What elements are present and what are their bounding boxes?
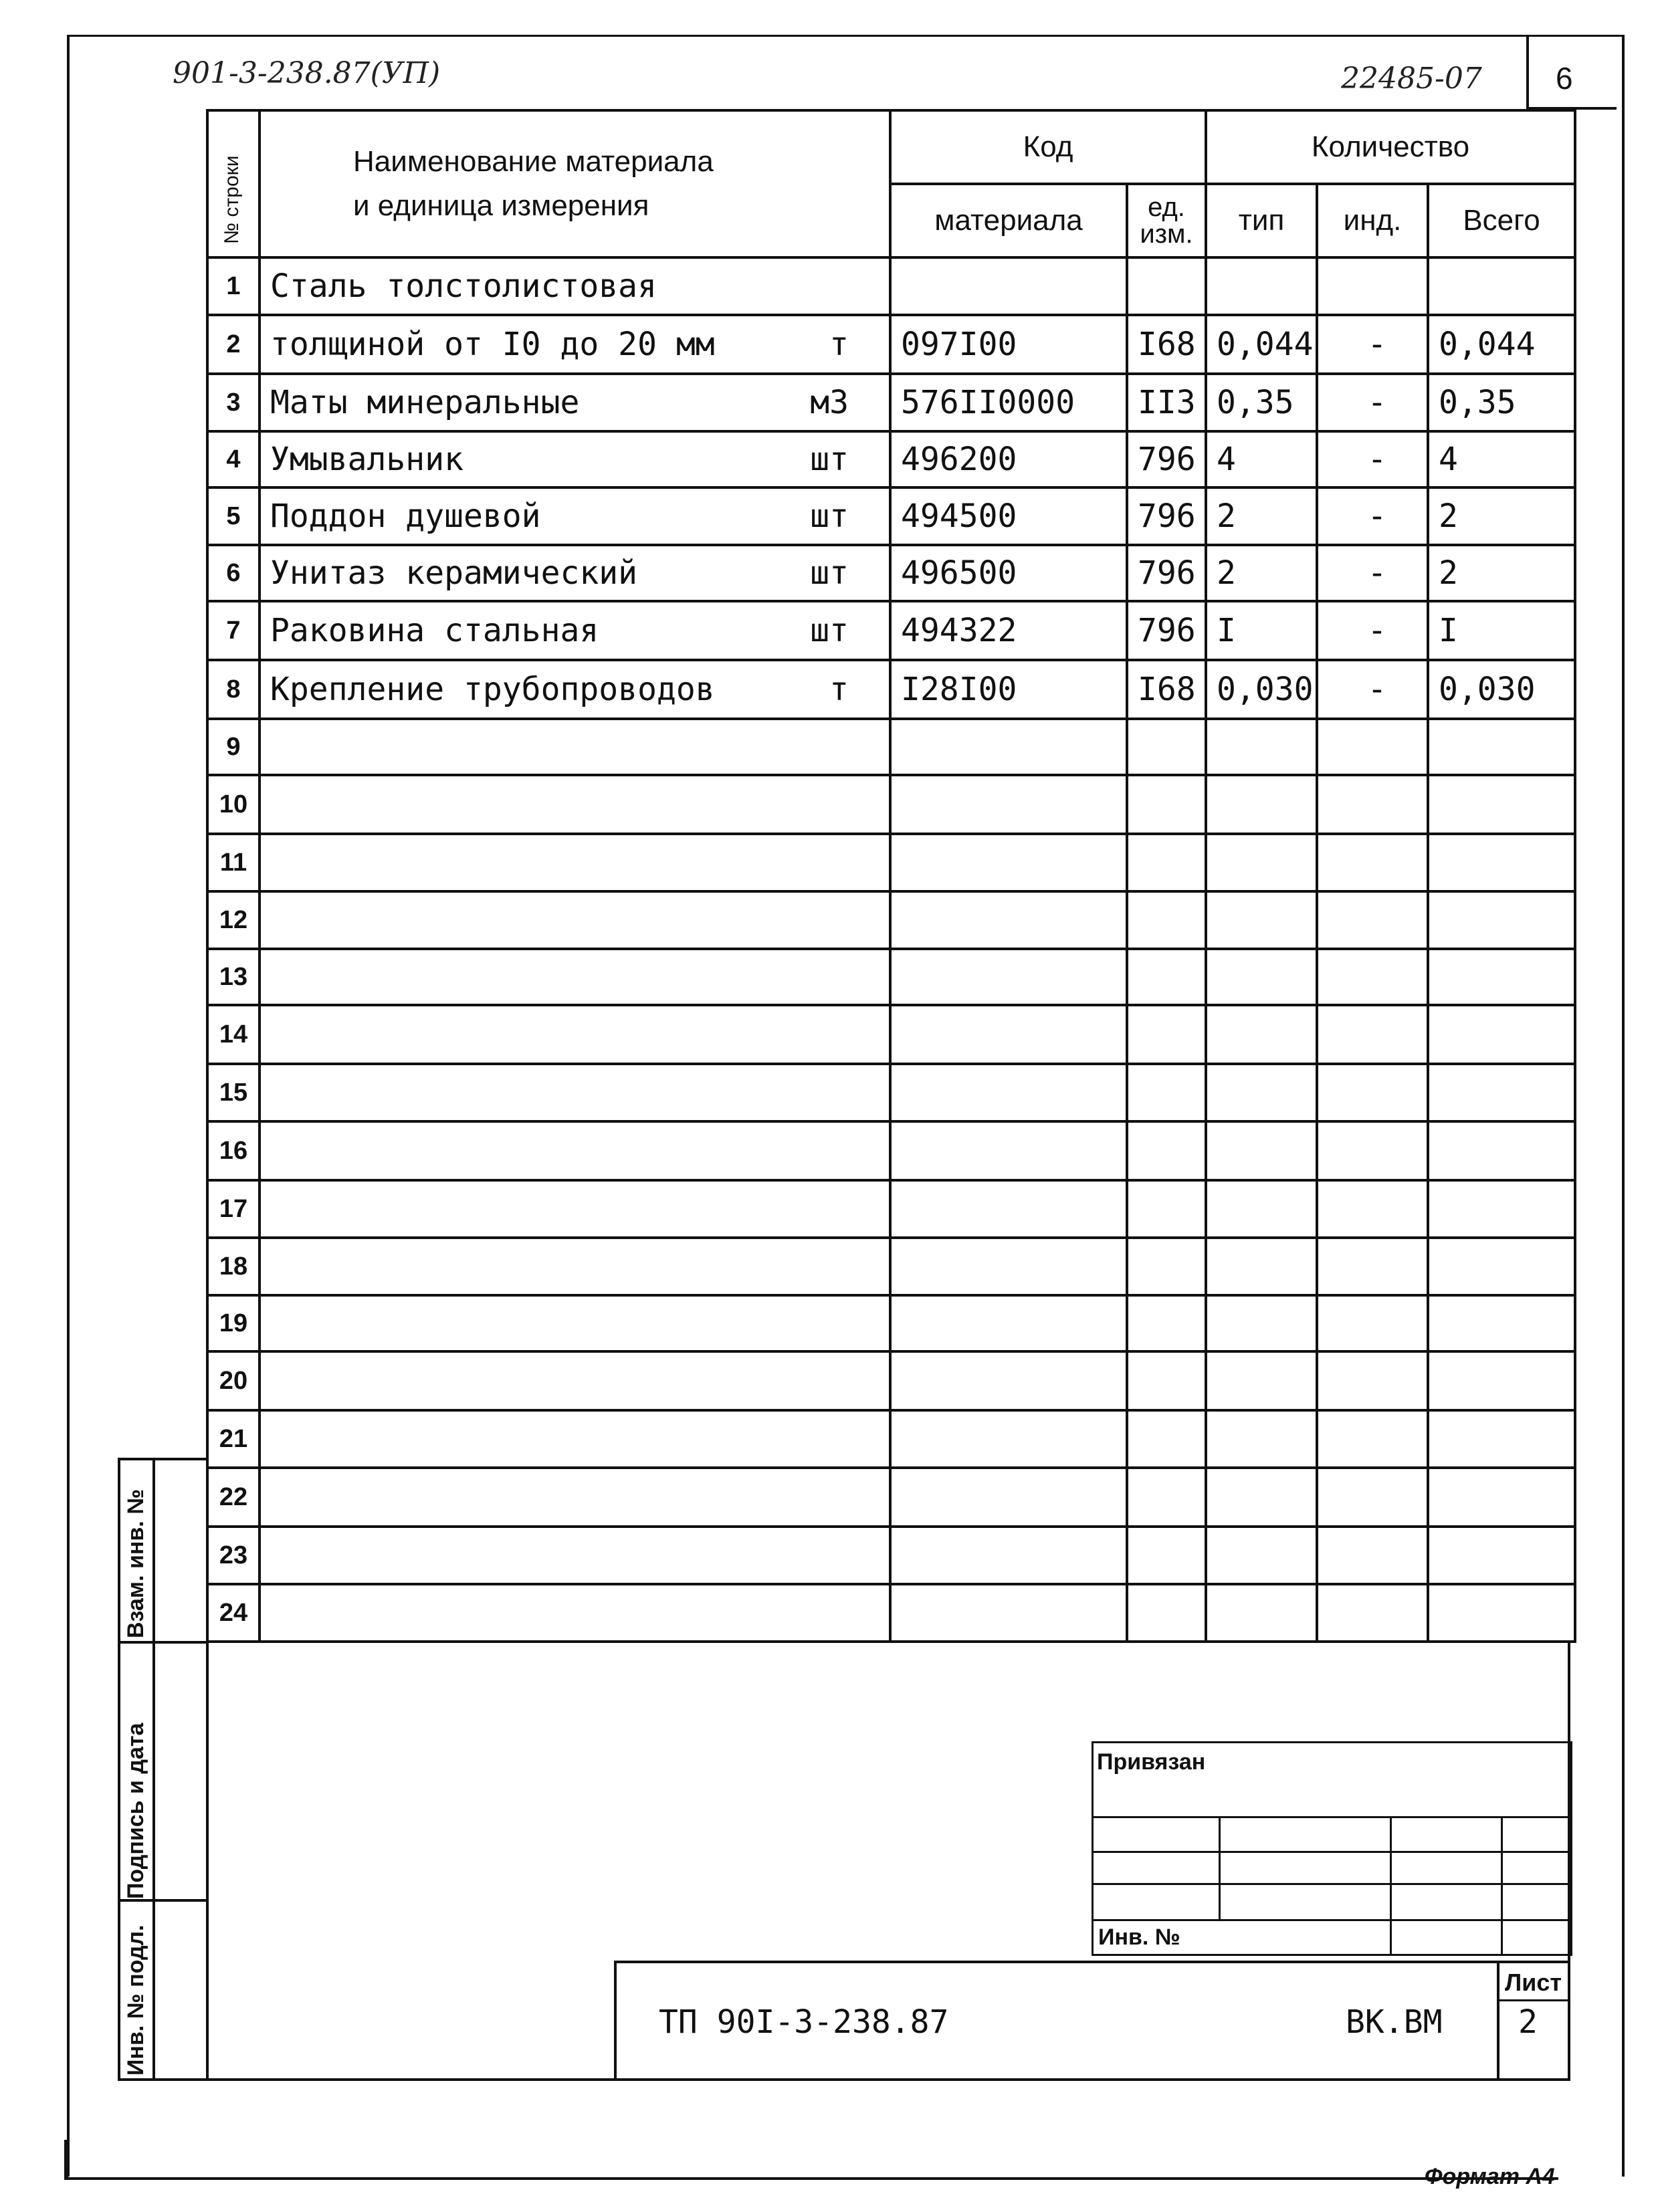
material-unit: т — [829, 671, 849, 708]
qty-ind — [1317, 1180, 1428, 1238]
sidebar-inv-label: Инв. № подл. — [123, 1924, 148, 2076]
frame-bottom-line — [67, 2177, 1558, 2180]
doc-code-right: 22485-07 — [1341, 62, 1482, 96]
row-number: 11 — [207, 834, 260, 891]
qty-total — [1428, 719, 1575, 775]
material-name-cell — [260, 257, 890, 315]
row-number: 22 — [207, 1468, 260, 1527]
qty-type — [1206, 1351, 1317, 1410]
qty-total — [1428, 1295, 1575, 1351]
doc-mark: ВК.ВМ — [1346, 2003, 1443, 2041]
format-label: Формат А4 — [1425, 2164, 1555, 2189]
unit-code — [1127, 891, 1206, 949]
material-code: 496200 — [890, 431, 1127, 487]
material-name-cell — [260, 1238, 890, 1295]
table-row — [207, 834, 1575, 891]
material-code — [890, 775, 1127, 834]
name-header-label: Наименование материала и единица измерения — [353, 145, 714, 222]
material-unit: шт — [810, 612, 849, 649]
material-unit: м3 — [810, 384, 849, 421]
unit-code: I68 — [1127, 660, 1206, 719]
qty-ind — [1317, 775, 1428, 834]
qty-total — [1428, 1121, 1575, 1180]
qty-total: 0,35 — [1428, 374, 1575, 431]
table-row — [207, 1351, 1575, 1410]
unit-code — [1127, 1005, 1206, 1064]
table-row — [207, 660, 1575, 719]
unit-code — [1127, 834, 1206, 891]
material-name-cell — [260, 719, 890, 775]
qty-type — [1206, 1238, 1317, 1295]
qty-ind — [1317, 1351, 1428, 1410]
material-code — [890, 257, 1127, 315]
materials-table — [206, 109, 1576, 1643]
stamp-cell — [1391, 1884, 1502, 1920]
table-row — [207, 257, 1575, 315]
row-number: 8 — [207, 660, 260, 719]
qty-total — [1428, 949, 1575, 1005]
unit-code — [1127, 949, 1206, 1005]
row-number-header — [207, 110, 260, 257]
table-row — [207, 1584, 1575, 1642]
row-number: 24 — [207, 1584, 260, 1642]
stamp-cell — [1391, 1852, 1502, 1884]
row-number: 21 — [207, 1410, 260, 1468]
qty-type — [1206, 834, 1317, 891]
material-name: Поддон душевой — [270, 497, 541, 535]
qty-type: 0,35 — [1206, 374, 1317, 431]
qty-type — [1206, 1295, 1317, 1351]
material-name: Крепление трубопроводов — [270, 671, 715, 708]
row-number: 19 — [207, 1295, 260, 1351]
qty-total — [1428, 1584, 1575, 1642]
table-row — [207, 601, 1575, 660]
qty-ind — [1317, 1121, 1428, 1180]
qty-total: 2 — [1428, 487, 1575, 545]
qty-ind: - — [1317, 374, 1428, 431]
unit-code — [1127, 1527, 1206, 1584]
qty-ind — [1317, 834, 1428, 891]
qty-ind: - — [1317, 545, 1428, 601]
qty-total — [1428, 891, 1575, 949]
qty-type: 0,044 — [1206, 315, 1317, 374]
qty-ind: - — [1317, 601, 1428, 660]
table-row — [207, 1527, 1575, 1584]
material-name-cell — [260, 1410, 890, 1468]
material-code: 496500 — [890, 545, 1127, 601]
qty-type — [1206, 257, 1317, 315]
material-name-cell — [260, 1351, 890, 1410]
material-code — [890, 719, 1127, 775]
qty-ind — [1317, 1468, 1428, 1527]
unit-code — [1127, 1584, 1206, 1642]
material-code: 576II0000 — [890, 374, 1127, 431]
material-code — [890, 1584, 1127, 1642]
qty-total — [1428, 1005, 1575, 1064]
row-number: 1 — [207, 257, 260, 315]
qty-type — [1206, 719, 1317, 775]
unit-code: I68 — [1127, 315, 1206, 374]
material-name-cell — [260, 1180, 890, 1238]
qty-type — [1206, 1468, 1317, 1527]
unit-code: II3 — [1127, 374, 1206, 431]
qty-ind — [1317, 891, 1428, 949]
inv-no-label: Инв. № — [1098, 1924, 1180, 1950]
material-name: Раковина стальная — [270, 612, 599, 649]
qty-ind — [1317, 949, 1428, 1005]
material-name-cell — [260, 601, 890, 660]
material-code — [890, 1410, 1127, 1468]
table-row — [207, 315, 1575, 374]
material-name: толщиной от I0 до 20 мм — [270, 326, 715, 363]
sidebar-divider — [152, 1458, 155, 2081]
qty-total — [1428, 1410, 1575, 1468]
qty-total: 4 — [1428, 431, 1575, 487]
table-row — [207, 1121, 1575, 1180]
material-name-cell — [260, 660, 890, 719]
row-number: 20 — [207, 1351, 260, 1410]
unit-code — [1127, 257, 1206, 315]
table-body — [207, 257, 1575, 1642]
qty-ind — [1317, 1410, 1428, 1468]
sidebar-signature-label: Подпись и дата — [123, 1723, 148, 1899]
material-code — [890, 891, 1127, 949]
qty-total — [1428, 1527, 1575, 1584]
qty-total — [1428, 257, 1575, 315]
sheet-label: Лист — [1505, 1969, 1562, 1996]
table-row — [207, 1005, 1575, 1064]
material-code — [890, 1005, 1127, 1064]
row-number: 12 — [207, 891, 260, 949]
qty-type: 4 — [1206, 431, 1317, 487]
doc-number: ТП 90I-3-238.87 — [659, 2003, 949, 2041]
table-row — [207, 1180, 1575, 1238]
unit-code — [1127, 1121, 1206, 1180]
material-unit: шт — [810, 441, 849, 478]
material-code — [890, 1351, 1127, 1410]
material-name-cell — [260, 374, 890, 431]
material-name-cell — [260, 775, 890, 834]
row-number: 13 — [207, 949, 260, 1005]
material-name-cell — [260, 891, 890, 949]
qty-type: I — [1206, 601, 1317, 660]
unit-code — [1127, 1410, 1206, 1468]
material-name: Сталь толстолистовая — [270, 267, 657, 305]
code-unit-header — [1127, 184, 1206, 257]
material-code: I28I00 — [890, 660, 1127, 719]
table-row — [207, 1064, 1575, 1121]
material-code — [890, 1180, 1127, 1238]
binding-stamp — [1092, 1741, 1572, 1956]
material-name-cell — [260, 949, 890, 1005]
qty-total — [1428, 1180, 1575, 1238]
material-name-cell — [260, 1005, 890, 1064]
qty-type — [1206, 1527, 1317, 1584]
qty-ind — [1317, 1584, 1428, 1642]
inv-no-cell — [1093, 1920, 1391, 1955]
code-header: Код — [890, 110, 1206, 184]
unit-code — [1127, 1351, 1206, 1410]
sheet-cell-divider — [1497, 1961, 1499, 2081]
row-number: 23 — [207, 1527, 260, 1584]
qty-total: I — [1428, 601, 1575, 660]
qty-ind — [1317, 1064, 1428, 1121]
qty-total: 0,044 — [1428, 315, 1575, 374]
qty-ind — [1317, 719, 1428, 775]
unit-code: 796 — [1127, 487, 1206, 545]
table-row — [207, 1295, 1575, 1351]
qty-ind — [1317, 1295, 1428, 1351]
stamp-cell — [1391, 1817, 1502, 1852]
unit-code — [1127, 1064, 1206, 1121]
qty-total — [1428, 1238, 1575, 1295]
material-code — [890, 1064, 1127, 1121]
unit-code: 796 — [1127, 431, 1206, 487]
row-number-header-label: № строки — [221, 155, 243, 244]
sheet-label-divider — [1497, 1999, 1570, 2001]
qty-total — [1428, 834, 1575, 891]
table-row — [207, 545, 1575, 601]
material-name-cell — [260, 1584, 890, 1642]
frame-bottom-left-tick — [64, 2140, 68, 2180]
stamp-cell — [1502, 1920, 1572, 1955]
row-number: 16 — [207, 1121, 260, 1180]
qty-total: 0,030 — [1428, 660, 1575, 719]
table-row — [207, 487, 1575, 545]
qty-type — [1206, 1584, 1317, 1642]
qty-type — [1206, 949, 1317, 1005]
stamp-cell — [1502, 1852, 1572, 1884]
page-number: 6 — [1556, 61, 1573, 96]
binding-label: Привязан — [1097, 1749, 1206, 1775]
material-code: 494322 — [890, 601, 1127, 660]
qty-total — [1428, 1468, 1575, 1527]
material-name-cell — [260, 1064, 890, 1121]
stamp-cell — [1220, 1852, 1391, 1884]
stamp-cell — [1220, 1884, 1391, 1920]
row-number: 17 — [207, 1180, 260, 1238]
material-name: Унитаз керамический — [270, 554, 638, 592]
material-name-cell — [260, 431, 890, 487]
stamp-cell — [1093, 1852, 1220, 1884]
qty-ind — [1317, 1527, 1428, 1584]
qty-total-header: Всего — [1428, 184, 1575, 257]
table-row — [207, 374, 1575, 431]
qty-type — [1206, 1005, 1317, 1064]
lower-area-left-border — [206, 1641, 209, 2081]
binding-label-cell — [1093, 1743, 1572, 1817]
qty-type: 0,030 — [1206, 660, 1317, 719]
row-number: 7 — [207, 601, 260, 660]
material-name: Маты минеральные — [270, 384, 580, 421]
row-number: 14 — [207, 1005, 260, 1064]
code-unit-header-label: ед. изм. — [1140, 193, 1193, 249]
stamp-cell — [1502, 1817, 1572, 1852]
table-row — [207, 1410, 1575, 1468]
stamp-cell — [1093, 1817, 1220, 1852]
name-header — [260, 110, 890, 257]
material-unit: шт — [810, 554, 849, 592]
qty-total — [1428, 1064, 1575, 1121]
row-number: 3 — [207, 374, 260, 431]
qty-ind-header: инд. — [1317, 184, 1428, 257]
material-code: 097I00 — [890, 315, 1127, 374]
material-code — [890, 1121, 1127, 1180]
material-unit: шт — [810, 497, 849, 535]
qty-type — [1206, 1121, 1317, 1180]
row-number: 2 — [207, 315, 260, 374]
material-name: Умывальник — [270, 441, 463, 478]
stamp-cell — [1220, 1817, 1391, 1852]
sidebar-vzam-label: Взам. инв. № — [123, 1488, 148, 1638]
qty-total — [1428, 1351, 1575, 1410]
material-code — [890, 1527, 1127, 1584]
qty-total — [1428, 775, 1575, 834]
qty-type — [1206, 1064, 1317, 1121]
material-code — [890, 1468, 1127, 1527]
unit-code: 796 — [1127, 601, 1206, 660]
qty-type: 2 — [1206, 487, 1317, 545]
table-row — [207, 431, 1575, 487]
row-number: 9 — [207, 719, 260, 775]
code-material-header: материала — [890, 184, 1127, 257]
qty-type — [1206, 775, 1317, 834]
unit-code — [1127, 775, 1206, 834]
qty-type: 2 — [1206, 545, 1317, 601]
table-row — [207, 775, 1575, 834]
material-name-cell — [260, 487, 890, 545]
qty-type-header: тип — [1206, 184, 1317, 257]
table-row — [207, 1238, 1575, 1295]
doc-code-left: 901-3-238.87(УП) — [173, 56, 441, 90]
table-row — [207, 949, 1575, 1005]
qty-ind — [1317, 1238, 1428, 1295]
table-row — [207, 1468, 1575, 1527]
stamp-cell — [1502, 1884, 1572, 1920]
row-number: 5 — [207, 487, 260, 545]
qty-ind — [1317, 1005, 1428, 1064]
unit-code — [1127, 1468, 1206, 1527]
row-number: 15 — [207, 1064, 260, 1121]
stamp-cell — [1093, 1884, 1220, 1920]
qty-type — [1206, 891, 1317, 949]
unit-code — [1127, 1295, 1206, 1351]
material-name-cell — [260, 1295, 890, 1351]
sheet-value: 2 — [1518, 2003, 1538, 2041]
qty-ind: - — [1317, 315, 1428, 374]
table-row — [207, 719, 1575, 775]
material-name-cell — [260, 545, 890, 601]
row-number: 18 — [207, 1238, 260, 1295]
material-name-cell — [260, 834, 890, 891]
qty-type — [1206, 1410, 1317, 1468]
qty-type — [1206, 1180, 1317, 1238]
material-code: 494500 — [890, 487, 1127, 545]
row-number: 10 — [207, 775, 260, 834]
qty-ind: - — [1317, 487, 1428, 545]
row-number: 4 — [207, 431, 260, 487]
material-name-cell — [260, 315, 890, 374]
material-name-cell — [260, 1527, 890, 1584]
table-row — [207, 891, 1575, 949]
material-code — [890, 1295, 1127, 1351]
material-code — [890, 949, 1127, 1005]
qty-total: 2 — [1428, 545, 1575, 601]
qty-ind: - — [1317, 660, 1428, 719]
unit-code — [1127, 1180, 1206, 1238]
material-name-cell — [260, 1468, 890, 1527]
qty-ind: - — [1317, 431, 1428, 487]
qty-ind — [1317, 257, 1428, 315]
unit-code — [1127, 1238, 1206, 1295]
material-unit: т — [829, 326, 849, 363]
stamp-cell — [1391, 1920, 1502, 1955]
material-code — [890, 1238, 1127, 1295]
unit-code — [1127, 719, 1206, 775]
quantity-header: Количество — [1206, 110, 1575, 184]
row-number: 6 — [207, 545, 260, 601]
unit-code: 796 — [1127, 545, 1206, 601]
material-name-cell — [260, 1121, 890, 1180]
material-code — [890, 834, 1127, 891]
